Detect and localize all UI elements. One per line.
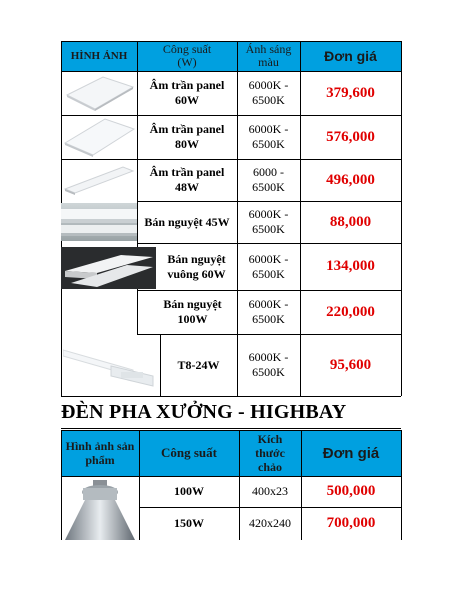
t2-row2-size: 420x240: [249, 516, 291, 530]
row3-name: Âm trần panel 48W: [149, 165, 225, 194]
t2-vline-left: [61, 430, 62, 540]
row7-price: 95,600: [329, 356, 372, 373]
t2-row1-price: 500,000: [326, 483, 376, 499]
t1-line-top: [61, 41, 401, 42]
row5-name: Bán nguyệt vuông 60W: [167, 251, 226, 281]
row4-price: 88,000: [329, 213, 372, 230]
highbay-lamp-image: [63, 478, 137, 540]
row5-light: 6000K - 6500K: [248, 251, 289, 281]
t1-vline-right: [401, 41, 402, 396]
header-light: [237, 41, 300, 71]
row1-price: 379,600: [326, 84, 375, 101]
t2-header-size: [239, 430, 301, 476]
section-title: ĐÈN PHA XƯỞNG - HIGHBAY: [61, 401, 347, 423]
row4-light: 6000K - 6500K: [248, 207, 289, 236]
row3-price: 496,000: [326, 171, 375, 188]
row7-name: T8-24W: [177, 357, 220, 372]
header-light-text: Ánh sáng màu: [245, 42, 292, 69]
section-title-underline: [61, 428, 401, 429]
header-price: Đơn giá: [300, 41, 401, 71]
t2-header-price: Đơn giá: [301, 430, 401, 476]
t2-header-power: Công suất: [139, 430, 239, 476]
row3-light: 6000 - 6500K: [252, 165, 285, 194]
panel-60w-image: [63, 73, 135, 113]
row6-name: Bán nguyệt 100W: [163, 297, 222, 326]
row1-name: Âm trần panel 60W: [149, 78, 225, 107]
row6-light: 6000K - 6500K: [248, 297, 289, 326]
panel-48w-image: [63, 161, 135, 199]
t2-row2-price: 700,000: [326, 515, 376, 531]
t8-tube-image: [63, 336, 158, 394]
batten-square-60w-image: [61, 247, 156, 289]
t2-row2-power: 150W: [174, 516, 204, 530]
t2-row1-power: 100W: [174, 484, 204, 498]
panel-80w-image: [63, 117, 135, 157]
header-image: HÌNH ẢNH: [61, 41, 137, 71]
row7-light: 6000K - 6500K: [248, 350, 289, 379]
batten-45w-image: [61, 203, 137, 241]
row1-light: 6000K - 6500K: [248, 78, 289, 107]
row2-name: Âm trần panel 80W: [149, 122, 225, 151]
row2-light: 6000K - 6500K: [248, 122, 289, 151]
t2-line-top: [61, 430, 401, 431]
t2-vline-right: [401, 430, 402, 540]
header-power-text: Công suất (W): [162, 42, 212, 69]
t2-header-size-text: Kích thước chảo: [255, 432, 285, 474]
row4-name: Bán nguyệt 45W: [144, 214, 230, 229]
t1-line-bottom: [61, 396, 401, 397]
header-power: [137, 41, 237, 71]
t2-header-image: Hình ảnh sản phẩm: [61, 430, 139, 476]
row2-price: 576,000: [326, 128, 375, 145]
row6-price: 220,000: [326, 303, 375, 320]
t2-row1-size: 400x23: [252, 484, 288, 498]
row5-price: 134,000: [326, 258, 375, 274]
